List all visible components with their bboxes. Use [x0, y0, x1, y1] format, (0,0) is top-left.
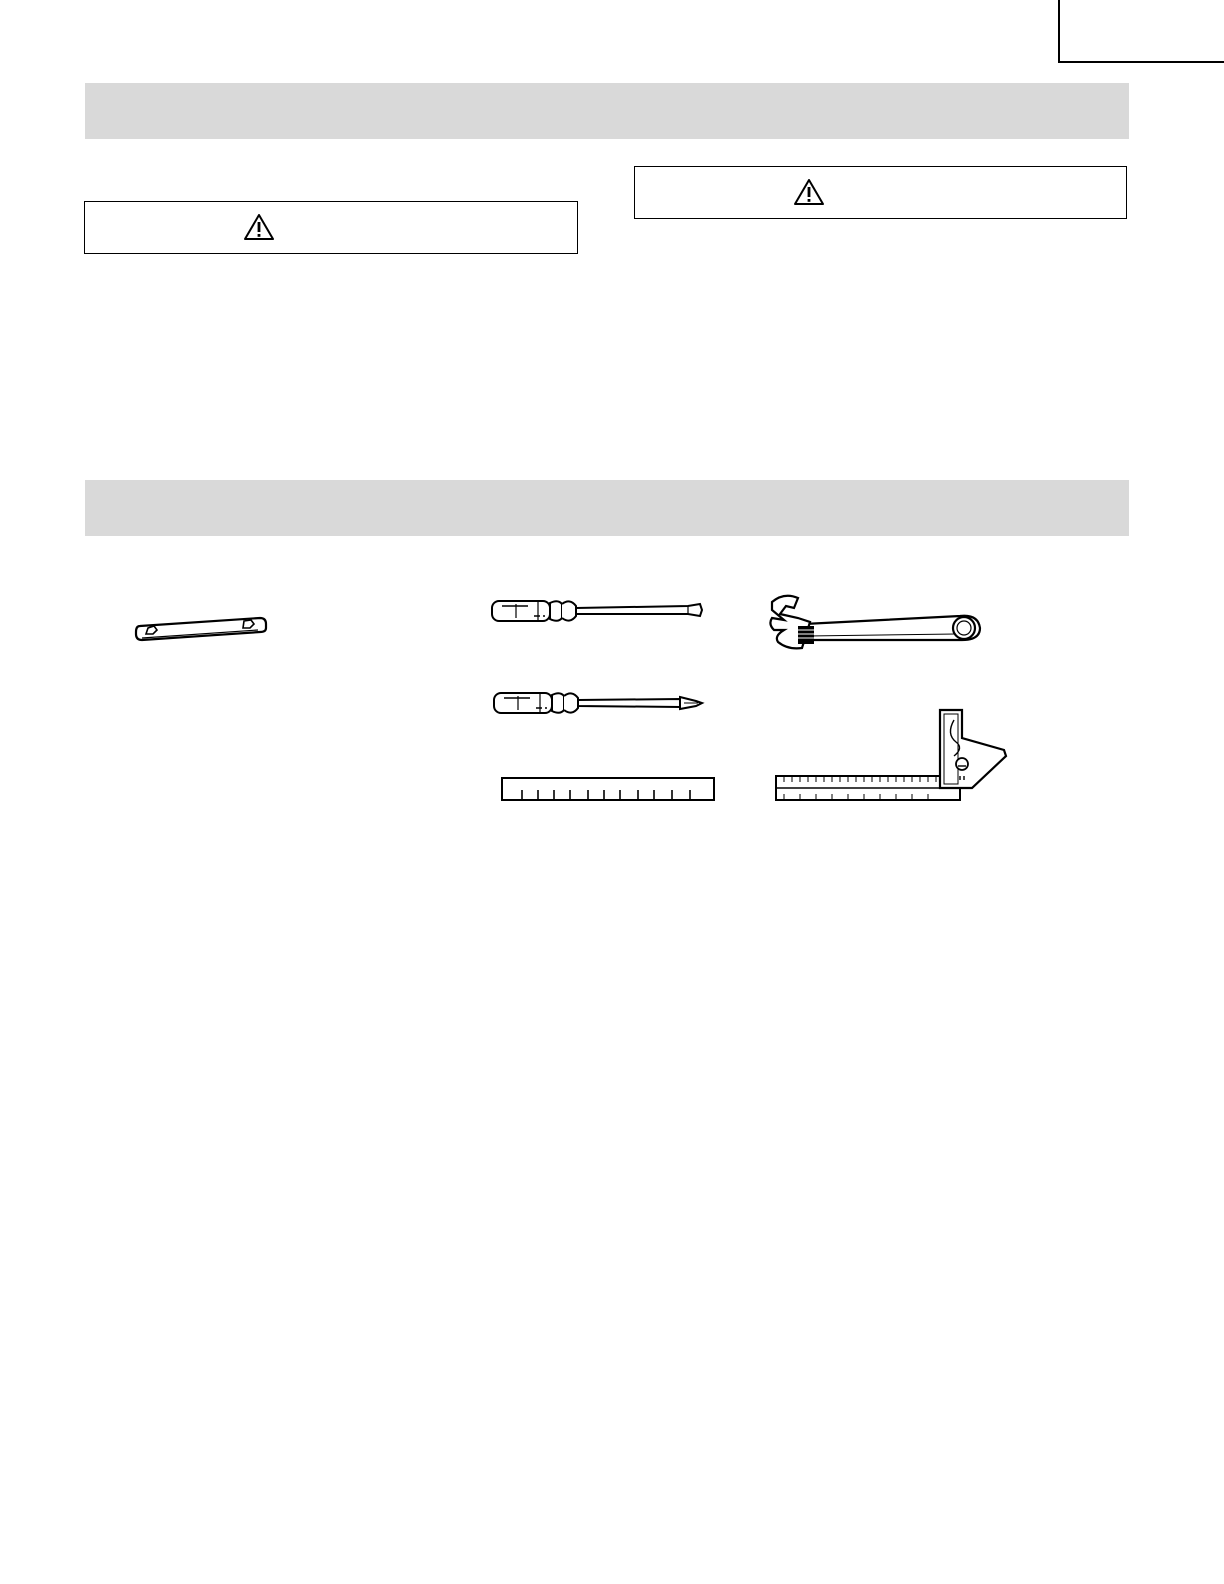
warning-box-right [634, 166, 1127, 219]
adjustable-wrench-icon [764, 590, 986, 660]
section-header-bar-1 [85, 83, 1129, 139]
section-header-bar-2 [85, 480, 1129, 536]
warning-box-left [84, 201, 578, 254]
ruler-icon [500, 776, 716, 804]
phillips-screwdriver-icon [490, 686, 710, 720]
warning-triangle-icon [793, 178, 825, 206]
warning-triangle-icon [243, 213, 275, 241]
combination-square-icon [774, 704, 1010, 804]
flat-screwdriver-icon [488, 594, 708, 628]
page-number-tab [1058, 0, 1224, 63]
spanner-wrench-icon [132, 610, 268, 646]
